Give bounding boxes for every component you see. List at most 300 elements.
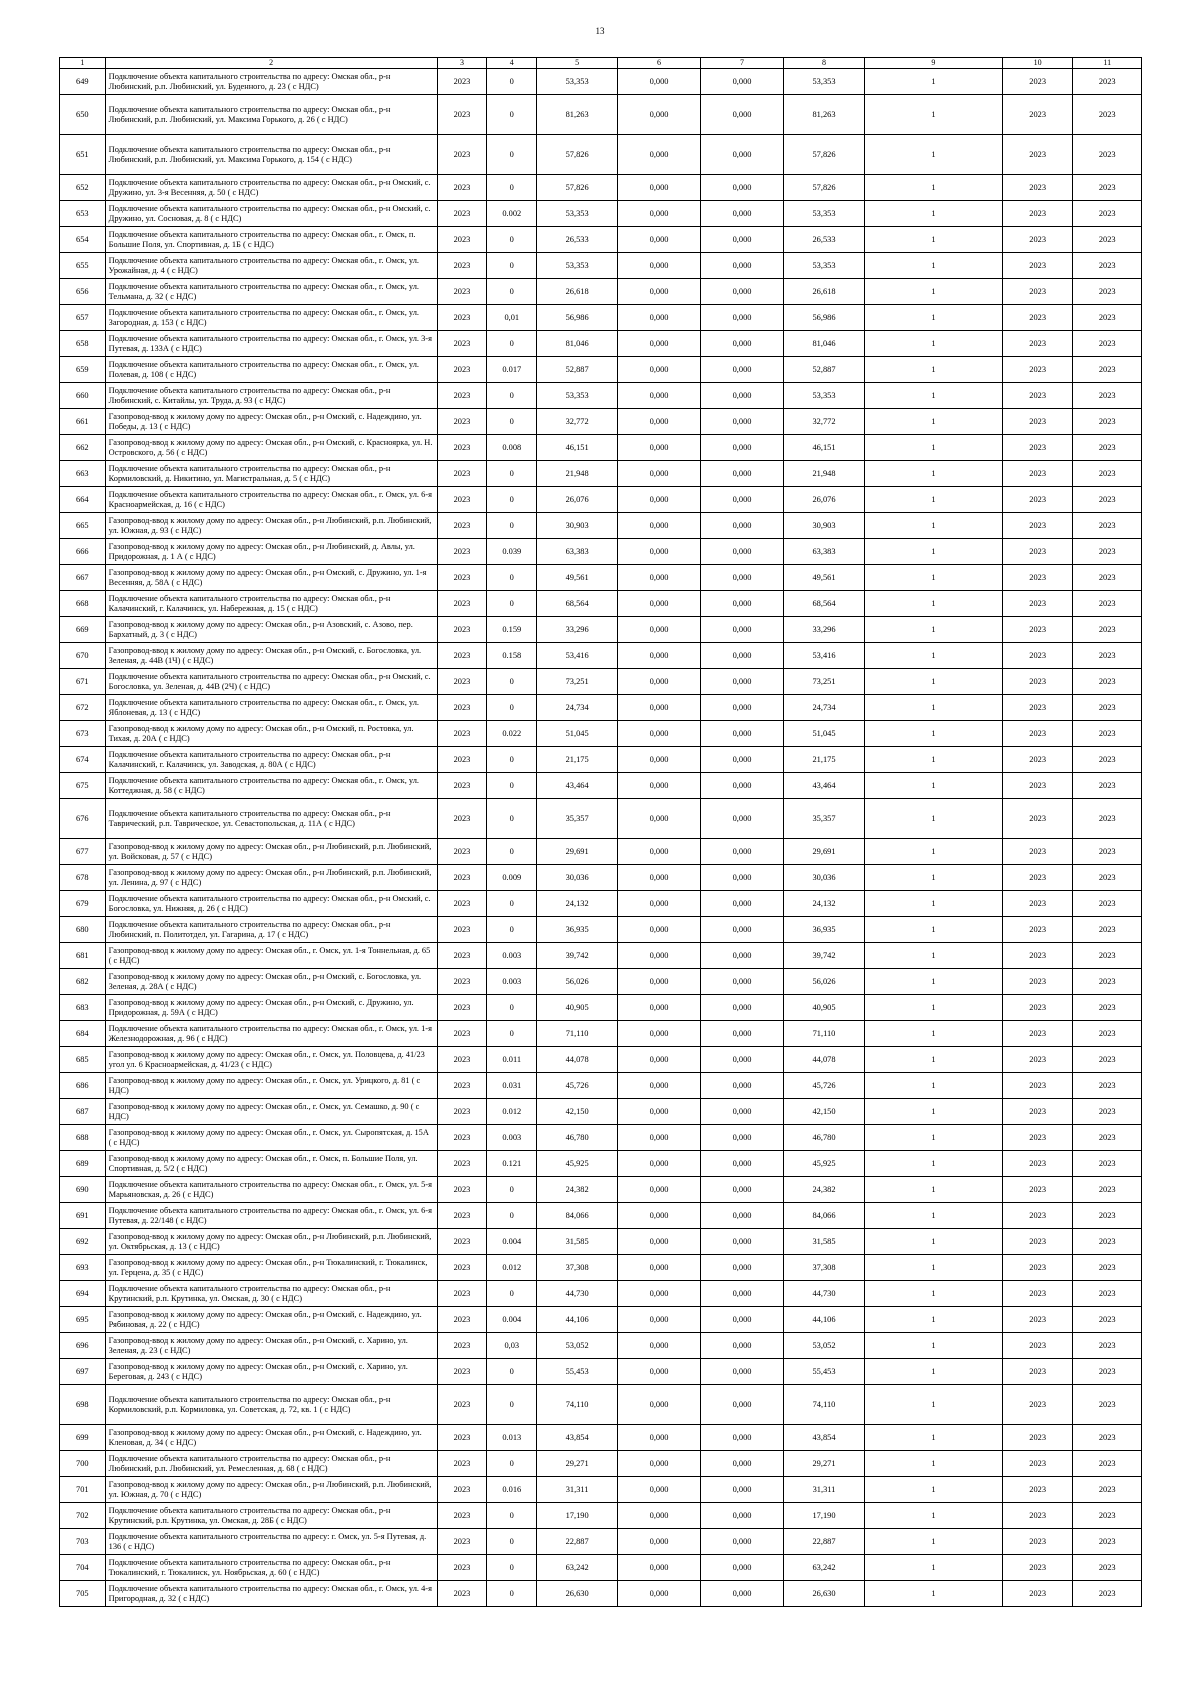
- col-7-value: 0,000: [701, 435, 784, 461]
- col-7-value: 0,000: [701, 357, 784, 383]
- table-row: [60, 1229, 1142, 1255]
- col-11-year: 2023: [1073, 695, 1142, 721]
- col-4-value: 0,01: [487, 305, 537, 331]
- col-11-year: 2023: [1073, 1385, 1142, 1425]
- col-11-year: 2023: [1073, 1125, 1142, 1151]
- col-9-count: 1: [864, 1229, 1002, 1255]
- col-5-value: 81,046: [537, 331, 618, 357]
- col-5-value: 30,903: [537, 513, 618, 539]
- col-9-count: 1: [864, 1125, 1002, 1151]
- col-4-value: 0.039: [487, 539, 537, 565]
- col-11-year: 2023: [1073, 135, 1142, 175]
- col-7-value: 0,000: [701, 1177, 784, 1203]
- col-8-value: 35,357: [784, 799, 865, 839]
- row-number: 661: [60, 409, 106, 435]
- col-3-year: 2023: [437, 969, 487, 995]
- row-number: 650: [60, 95, 106, 135]
- col-3-year: 2023: [437, 357, 487, 383]
- column-number-8: 8: [784, 58, 865, 69]
- col-7-value: 0,000: [701, 1229, 784, 1255]
- col-7-value: 0,000: [701, 279, 784, 305]
- col-5-value: 21,175: [537, 747, 618, 773]
- col-11-year: 2023: [1073, 279, 1142, 305]
- col-3-year: 2023: [437, 1581, 487, 1607]
- col-5-value: 29,271: [537, 1451, 618, 1477]
- col-6-value: 0,000: [618, 1099, 701, 1125]
- col-9-count: 1: [864, 943, 1002, 969]
- col-7-value: 0,000: [701, 969, 784, 995]
- col-8-value: 24,382: [784, 1177, 865, 1203]
- column-number-10: 10: [1002, 58, 1073, 69]
- col-6-value: 0,000: [618, 1359, 701, 1385]
- col-9-count: 1: [864, 865, 1002, 891]
- col-8-value: 29,271: [784, 1451, 865, 1477]
- col-3-year: 2023: [437, 773, 487, 799]
- row-number: 673: [60, 721, 106, 747]
- col-6-value: 0,000: [618, 995, 701, 1021]
- col-8-value: 43,464: [784, 773, 865, 799]
- col-7-value: 0,000: [701, 1333, 784, 1359]
- col-8-value: 45,726: [784, 1073, 865, 1099]
- col-7-value: 0,000: [701, 695, 784, 721]
- col-4-value: 0: [487, 461, 537, 487]
- col-9-count: 1: [864, 773, 1002, 799]
- col-10-year: 2023: [1002, 1529, 1073, 1555]
- col-7-value: 0,000: [701, 721, 784, 747]
- col-6-value: 0,000: [618, 253, 701, 279]
- row-number: 663: [60, 461, 106, 487]
- row-number: 655: [60, 253, 106, 279]
- col-7-value: 0,000: [701, 747, 784, 773]
- col-4-value: 0: [487, 799, 537, 839]
- col-3-year: 2023: [437, 1281, 487, 1307]
- col-3-year: 2023: [437, 409, 487, 435]
- col-10-year: 2023: [1002, 331, 1073, 357]
- col-11-year: 2023: [1073, 331, 1142, 357]
- col-8-value: 31,311: [784, 1477, 865, 1503]
- object-description: Подключение объекта капитального строительства по адресу: Омская обл., г. Омск, ул. 6-я Путевая, д. 22/148 ( с НДС): [105, 1203, 437, 1229]
- col-9-count: 1: [864, 799, 1002, 839]
- col-11-year: 2023: [1073, 1451, 1142, 1477]
- col-7-value: 0,000: [701, 1073, 784, 1099]
- col-7-value: 0,000: [701, 995, 784, 1021]
- row-number: 705: [60, 1581, 106, 1607]
- col-10-year: 2023: [1002, 357, 1073, 383]
- col-7-value: 0,000: [701, 1099, 784, 1125]
- col-5-value: 39,742: [537, 943, 618, 969]
- col-6-value: 0,000: [618, 1529, 701, 1555]
- col-10-year: 2023: [1002, 69, 1073, 95]
- col-5-value: 63,383: [537, 539, 618, 565]
- col-9-count: 1: [864, 591, 1002, 617]
- table-row: [60, 839, 1142, 865]
- row-number: 677: [60, 839, 106, 865]
- col-5-value: 31,311: [537, 1477, 618, 1503]
- object-description: Подключение объекта капитального строительства по адресу: Омская обл., р-н Любинский, п. Политотдел, ул. Гагарина, д. 17 ( с НДС): [105, 917, 437, 943]
- col-3-year: 2023: [437, 1477, 487, 1503]
- object-description: Подключение объекта капитального строительства по адресу: Омская обл., р-н Кормиловский, д. Никитино, ул. Магистральная, д. 5 ( с НДС): [105, 461, 437, 487]
- table-row: [60, 253, 1142, 279]
- col-4-value: 0: [487, 135, 537, 175]
- col-11-year: 2023: [1073, 1425, 1142, 1451]
- row-number: 654: [60, 227, 106, 253]
- object-description: Подключение объекта капитального строительства по адресу: Омская обл., г. Омск, ул. Урожайная, д. 4 ( с НДС): [105, 253, 437, 279]
- col-8-value: 53,353: [784, 383, 865, 409]
- col-7-value: 0,000: [701, 799, 784, 839]
- col-11-year: 2023: [1073, 1529, 1142, 1555]
- col-8-value: 56,986: [784, 305, 865, 331]
- col-6-value: 0,000: [618, 135, 701, 175]
- col-3-year: 2023: [437, 891, 487, 917]
- col-6-value: 0,000: [618, 305, 701, 331]
- col-9-count: 1: [864, 175, 1002, 201]
- col-4-value: 0: [487, 383, 537, 409]
- col-3-year: 2023: [437, 513, 487, 539]
- col-4-value: 0.121: [487, 1151, 537, 1177]
- table-row: [60, 1425, 1142, 1451]
- col-8-value: 21,948: [784, 461, 865, 487]
- col-7-value: 0,000: [701, 461, 784, 487]
- object-description: Подключение объекта капитального строительства по адресу: Омская обл., г. Омск, ул. Полевая, д. 108 ( с НДС): [105, 357, 437, 383]
- col-11-year: 2023: [1073, 1503, 1142, 1529]
- col-6-value: 0,000: [618, 891, 701, 917]
- table-row: [60, 617, 1142, 643]
- col-9-count: 1: [864, 1255, 1002, 1281]
- row-number: 675: [60, 773, 106, 799]
- col-8-value: 44,730: [784, 1281, 865, 1307]
- col-7-value: 0,000: [701, 1203, 784, 1229]
- row-number: 694: [60, 1281, 106, 1307]
- col-7-value: 0,000: [701, 135, 784, 175]
- object-description: Подключение объекта капитального строительства по адресу: Омская обл., р-н Любинский, р.п. Любинский, ул. Максима Горького, д. 26 ( с НДС): [105, 95, 437, 135]
- col-3-year: 2023: [437, 565, 487, 591]
- col-9-count: 1: [864, 995, 1002, 1021]
- col-6-value: 0,000: [618, 1177, 701, 1203]
- col-3-year: 2023: [437, 617, 487, 643]
- column-number-5: 5: [537, 58, 618, 69]
- col-11-year: 2023: [1073, 943, 1142, 969]
- col-3-year: 2023: [437, 383, 487, 409]
- col-4-value: 0.009: [487, 865, 537, 891]
- object-description: Подключение объекта капитального строительства по адресу: Омская обл., р-н Кормиловский, р.п. Кормиловка, ул. Советская, д. 72, кв. 1 ( с НДС): [105, 1385, 437, 1425]
- table-row: [60, 1151, 1142, 1177]
- col-8-value: 24,132: [784, 891, 865, 917]
- col-4-value: 0.031: [487, 1073, 537, 1099]
- col-6-value: 0,000: [618, 865, 701, 891]
- col-4-value: 0: [487, 747, 537, 773]
- col-6-value: 0,000: [618, 799, 701, 839]
- col-5-value: 52,887: [537, 357, 618, 383]
- col-6-value: 0,000: [618, 721, 701, 747]
- col-8-value: 49,561: [784, 565, 865, 591]
- col-7-value: 0,000: [701, 227, 784, 253]
- col-9-count: 1: [864, 1151, 1002, 1177]
- col-3-year: 2023: [437, 539, 487, 565]
- page-number: 13: [595, 26, 605, 36]
- col-3-year: 2023: [437, 1333, 487, 1359]
- col-4-value: 0.158: [487, 643, 537, 669]
- col-5-value: 44,106: [537, 1307, 618, 1333]
- col-8-value: 21,175: [784, 747, 865, 773]
- col-4-value: 0: [487, 1503, 537, 1529]
- col-10-year: 2023: [1002, 135, 1073, 175]
- object-description: Газопровод-ввод к жилому дому по адресу: Омская обл., г. Омск, ул. 1-я Тоннельная, д. 65 ( с НДС): [105, 943, 437, 969]
- col-5-value: 43,854: [537, 1425, 618, 1451]
- row-number: 672: [60, 695, 106, 721]
- col-10-year: 2023: [1002, 253, 1073, 279]
- col-11-year: 2023: [1073, 1281, 1142, 1307]
- col-4-value: 0: [487, 69, 537, 95]
- row-number: 696: [60, 1333, 106, 1359]
- col-8-value: 44,078: [784, 1047, 865, 1073]
- col-8-value: 24,734: [784, 695, 865, 721]
- col-5-value: 32,772: [537, 409, 618, 435]
- col-11-year: 2023: [1073, 1359, 1142, 1385]
- col-8-value: 45,925: [784, 1151, 865, 1177]
- table-row: [60, 1581, 1142, 1607]
- row-number: 652: [60, 175, 106, 201]
- row-number: 685: [60, 1047, 106, 1073]
- col-9-count: 1: [864, 1425, 1002, 1451]
- col-10-year: 2023: [1002, 1333, 1073, 1359]
- col-9-count: 1: [864, 539, 1002, 565]
- object-description: Подключение объекта капитального строительства по адресу: Омская обл., р-н Тюкалинский, г. Тюкалинск, ул. Ноябрьская, д. 60 ( с НДС): [105, 1555, 437, 1581]
- col-10-year: 2023: [1002, 1581, 1073, 1607]
- col-5-value: 53,416: [537, 643, 618, 669]
- object-description: Подключение объекта капитального строительства по адресу: Омская обл., г. Омск, ул. 6-я Красноармейская, д. 16 ( с НДС): [105, 487, 437, 513]
- col-3-year: 2023: [437, 917, 487, 943]
- col-10-year: 2023: [1002, 565, 1073, 591]
- col-7-value: 0,000: [701, 1255, 784, 1281]
- col-6-value: 0,000: [618, 1073, 701, 1099]
- col-3-year: 2023: [437, 1307, 487, 1333]
- col-5-value: 22,887: [537, 1529, 618, 1555]
- row-number: 667: [60, 565, 106, 591]
- col-6-value: 0,000: [618, 1047, 701, 1073]
- col-3-year: 2023: [437, 201, 487, 227]
- col-3-year: 2023: [437, 1073, 487, 1099]
- col-4-value: 0.016: [487, 1477, 537, 1503]
- object-description: Подключение объекта капитального строительства по адресу: Омская обл., р-н Калачинский, г. Калачинск, ул. Набережная, д. 15 ( с НДС): [105, 591, 437, 617]
- col-6-value: 0,000: [618, 1385, 701, 1425]
- col-3-year: 2023: [437, 279, 487, 305]
- col-4-value: 0.004: [487, 1307, 537, 1333]
- col-9-count: 1: [864, 747, 1002, 773]
- col-4-value: 0.011: [487, 1047, 537, 1073]
- col-6-value: 0,000: [618, 435, 701, 461]
- col-9-count: 1: [864, 969, 1002, 995]
- col-5-value: 33,296: [537, 617, 618, 643]
- col-5-value: 44,730: [537, 1281, 618, 1307]
- col-5-value: 63,242: [537, 1555, 618, 1581]
- row-number: 651: [60, 135, 106, 175]
- col-9-count: 1: [864, 357, 1002, 383]
- col-4-value: 0: [487, 1203, 537, 1229]
- table-row: [60, 201, 1142, 227]
- col-8-value: 51,045: [784, 721, 865, 747]
- row-number: 695: [60, 1307, 106, 1333]
- col-5-value: 26,076: [537, 487, 618, 513]
- col-8-value: 39,742: [784, 943, 865, 969]
- object-description: Подключение объекта капитального строительства по адресу: Омская обл., р-н Калачинский, г. Калачинск, ул. Заводская, д. 80А ( с НДС): [105, 747, 437, 773]
- col-6-value: 0,000: [618, 1229, 701, 1255]
- col-9-count: 1: [864, 1099, 1002, 1125]
- table-row: [60, 305, 1142, 331]
- col-11-year: 2023: [1073, 1477, 1142, 1503]
- object-description: Подключение объекта капитального строительства по адресу: Омская обл., р-н Крутинский, р.п. Крутинка, ул. Омская, д. 28Б ( с НДС): [105, 1503, 437, 1529]
- col-5-value: 84,066: [537, 1203, 618, 1229]
- object-description: Газопровод-ввод к жилому дому по адресу: Омская обл., р-н Любинский, р.п. Любинский, ул. Октябрьская, д. 13 ( с НДС): [105, 1229, 437, 1255]
- col-3-year: 2023: [437, 331, 487, 357]
- col-5-value: 53,353: [537, 201, 618, 227]
- col-6-value: 0,000: [618, 69, 701, 95]
- row-number: 666: [60, 539, 106, 565]
- table-row: [60, 409, 1142, 435]
- col-3-year: 2023: [437, 721, 487, 747]
- table-row: [60, 539, 1142, 565]
- col-9-count: 1: [864, 891, 1002, 917]
- object-description: Газопровод-ввод к жилому дому по адресу: Омская обл., р-н Любинский, р.п. Любинский, ул. Ленина, д. 97 ( с НДС): [105, 865, 437, 891]
- row-number: 656: [60, 279, 106, 305]
- object-description: Подключение объекта капитального строительства по адресу: Омская обл., г. Омск, ул. 4-я Пригородная, д. 32 ( с НДС): [105, 1581, 437, 1607]
- col-4-value: 0.012: [487, 1099, 537, 1125]
- col-3-year: 2023: [437, 747, 487, 773]
- col-7-value: 0,000: [701, 1477, 784, 1503]
- col-9-count: 1: [864, 643, 1002, 669]
- row-number: 665: [60, 513, 106, 539]
- col-4-value: 0.022: [487, 721, 537, 747]
- col-11-year: 2023: [1073, 1047, 1142, 1073]
- row-number: 704: [60, 1555, 106, 1581]
- table-row: [60, 773, 1142, 799]
- col-11-year: 2023: [1073, 721, 1142, 747]
- col-10-year: 2023: [1002, 1255, 1073, 1281]
- col-8-value: 40,905: [784, 995, 865, 1021]
- col-8-value: 53,416: [784, 643, 865, 669]
- object-description: Подключение объекта капитального строительства по адресу: Омская обл., р-н Любинский, р.п. Любинский, ул. Буденного, д. 23 ( с НДС): [105, 69, 437, 95]
- col-5-value: 46,151: [537, 435, 618, 461]
- col-4-value: 0: [487, 409, 537, 435]
- col-9-count: 1: [864, 331, 1002, 357]
- object-description: Подключение объекта капитального строительства по адресу: Омская обл., р-н Любинский, р.п. Любинский, ул. Максима Горького, д. 154 ( с НДС): [105, 135, 437, 175]
- object-description: Подключение объекта капитального строительства по адресу: Омская обл., г. Омск, ул. Яблоневая, д. 13 ( с НДС): [105, 695, 437, 721]
- col-10-year: 2023: [1002, 383, 1073, 409]
- col-5-value: 73,251: [537, 669, 618, 695]
- table-row: [60, 1177, 1142, 1203]
- col-11-year: 2023: [1073, 305, 1142, 331]
- col-6-value: 0,000: [618, 1451, 701, 1477]
- table-row: [60, 135, 1142, 175]
- object-description: Подключение объекта капитального строительства по адресу: Омская обл., р-н Омский, с. Дружино, ул. Сосновая, д. 8 ( с НДС): [105, 201, 437, 227]
- col-9-count: 1: [864, 1581, 1002, 1607]
- table-row: [60, 1359, 1142, 1385]
- col-10-year: 2023: [1002, 1203, 1073, 1229]
- col-11-year: 2023: [1073, 69, 1142, 95]
- row-number: 684: [60, 1021, 106, 1047]
- col-3-year: 2023: [437, 865, 487, 891]
- col-3-year: 2023: [437, 1099, 487, 1125]
- col-5-value: 71,110: [537, 1021, 618, 1047]
- col-3-year: 2023: [437, 1125, 487, 1151]
- object-description: Газопровод-ввод к жилому дому по адресу: Омская обл., г. Омск, ул. Сыропятская, д. 15А ( с НДС): [105, 1125, 437, 1151]
- object-description: Газопровод-ввод к жилому дому по адресу: Омская обл., г. Омск, ул. Половцева, д. 41/23 угол ул. 6 Красноармейская, д. 41/23 ( с НДС): [105, 1047, 437, 1073]
- col-6-value: 0,000: [618, 1581, 701, 1607]
- col-10-year: 2023: [1002, 721, 1073, 747]
- col-8-value: 30,036: [784, 865, 865, 891]
- col-4-value: 0.003: [487, 1125, 537, 1151]
- col-6-value: 0,000: [618, 409, 701, 435]
- col-9-count: 1: [864, 253, 1002, 279]
- col-6-value: 0,000: [618, 695, 701, 721]
- col-10-year: 2023: [1002, 1125, 1073, 1151]
- col-5-value: 57,826: [537, 135, 618, 175]
- col-3-year: 2023: [437, 1385, 487, 1425]
- col-7-value: 0,000: [701, 409, 784, 435]
- col-11-year: 2023: [1073, 1229, 1142, 1255]
- col-10-year: 2023: [1002, 747, 1073, 773]
- col-11-year: 2023: [1073, 227, 1142, 253]
- col-6-value: 0,000: [618, 591, 701, 617]
- col-6-value: 0,000: [618, 747, 701, 773]
- col-7-value: 0,000: [701, 1425, 784, 1451]
- col-11-year: 2023: [1073, 253, 1142, 279]
- col-7-value: 0,000: [701, 1581, 784, 1607]
- col-5-value: 56,026: [537, 969, 618, 995]
- col-9-count: 1: [864, 201, 1002, 227]
- object-description: Подключение объекта капитального строительства по адресу: Омская обл., р-н Любинский, с. Китайлы, ул. Труда, д. 93 ( с НДС): [105, 383, 437, 409]
- col-3-year: 2023: [437, 135, 487, 175]
- table-row: [60, 1333, 1142, 1359]
- col-10-year: 2023: [1002, 513, 1073, 539]
- object-description: Подключение объекта капитального строительства по адресу: Омская обл., г. Омск, ул. 3-я Путевая, д. 133А ( с НДС): [105, 331, 437, 357]
- table-row: [60, 721, 1142, 747]
- col-9-count: 1: [864, 1359, 1002, 1385]
- col-11-year: 2023: [1073, 891, 1142, 917]
- column-number-row: [60, 58, 1142, 69]
- col-11-year: 2023: [1073, 865, 1142, 891]
- table-row: [60, 943, 1142, 969]
- col-10-year: 2023: [1002, 1151, 1073, 1177]
- col-5-value: 55,453: [537, 1359, 618, 1385]
- col-11-year: 2023: [1073, 773, 1142, 799]
- col-6-value: 0,000: [618, 487, 701, 513]
- col-3-year: 2023: [437, 591, 487, 617]
- col-8-value: 43,854: [784, 1425, 865, 1451]
- table-row: [60, 1555, 1142, 1581]
- col-4-value: 0.004: [487, 1229, 537, 1255]
- col-8-value: 81,046: [784, 331, 865, 357]
- col-8-value: 44,106: [784, 1307, 865, 1333]
- table-row: [60, 1451, 1142, 1477]
- col-4-value: 0: [487, 487, 537, 513]
- col-7-value: 0,000: [701, 253, 784, 279]
- col-3-year: 2023: [437, 175, 487, 201]
- col-6-value: 0,000: [618, 95, 701, 135]
- col-7-value: 0,000: [701, 1307, 784, 1333]
- col-7-value: 0,000: [701, 1359, 784, 1385]
- col-8-value: 57,826: [784, 175, 865, 201]
- col-8-value: 37,308: [784, 1255, 865, 1281]
- col-6-value: 0,000: [618, 461, 701, 487]
- col-11-year: 2023: [1073, 917, 1142, 943]
- col-4-value: 0: [487, 227, 537, 253]
- col-8-value: 46,151: [784, 435, 865, 461]
- col-7-value: 0,000: [701, 591, 784, 617]
- object-description: Газопровод-ввод к жилому дому по адресу: Омская обл., р-н Омский, с. Дружино, ул. Придорожная, д. 59А ( с НДС): [105, 995, 437, 1021]
- col-5-value: 24,382: [537, 1177, 618, 1203]
- col-8-value: 53,353: [784, 253, 865, 279]
- col-7-value: 0,000: [701, 383, 784, 409]
